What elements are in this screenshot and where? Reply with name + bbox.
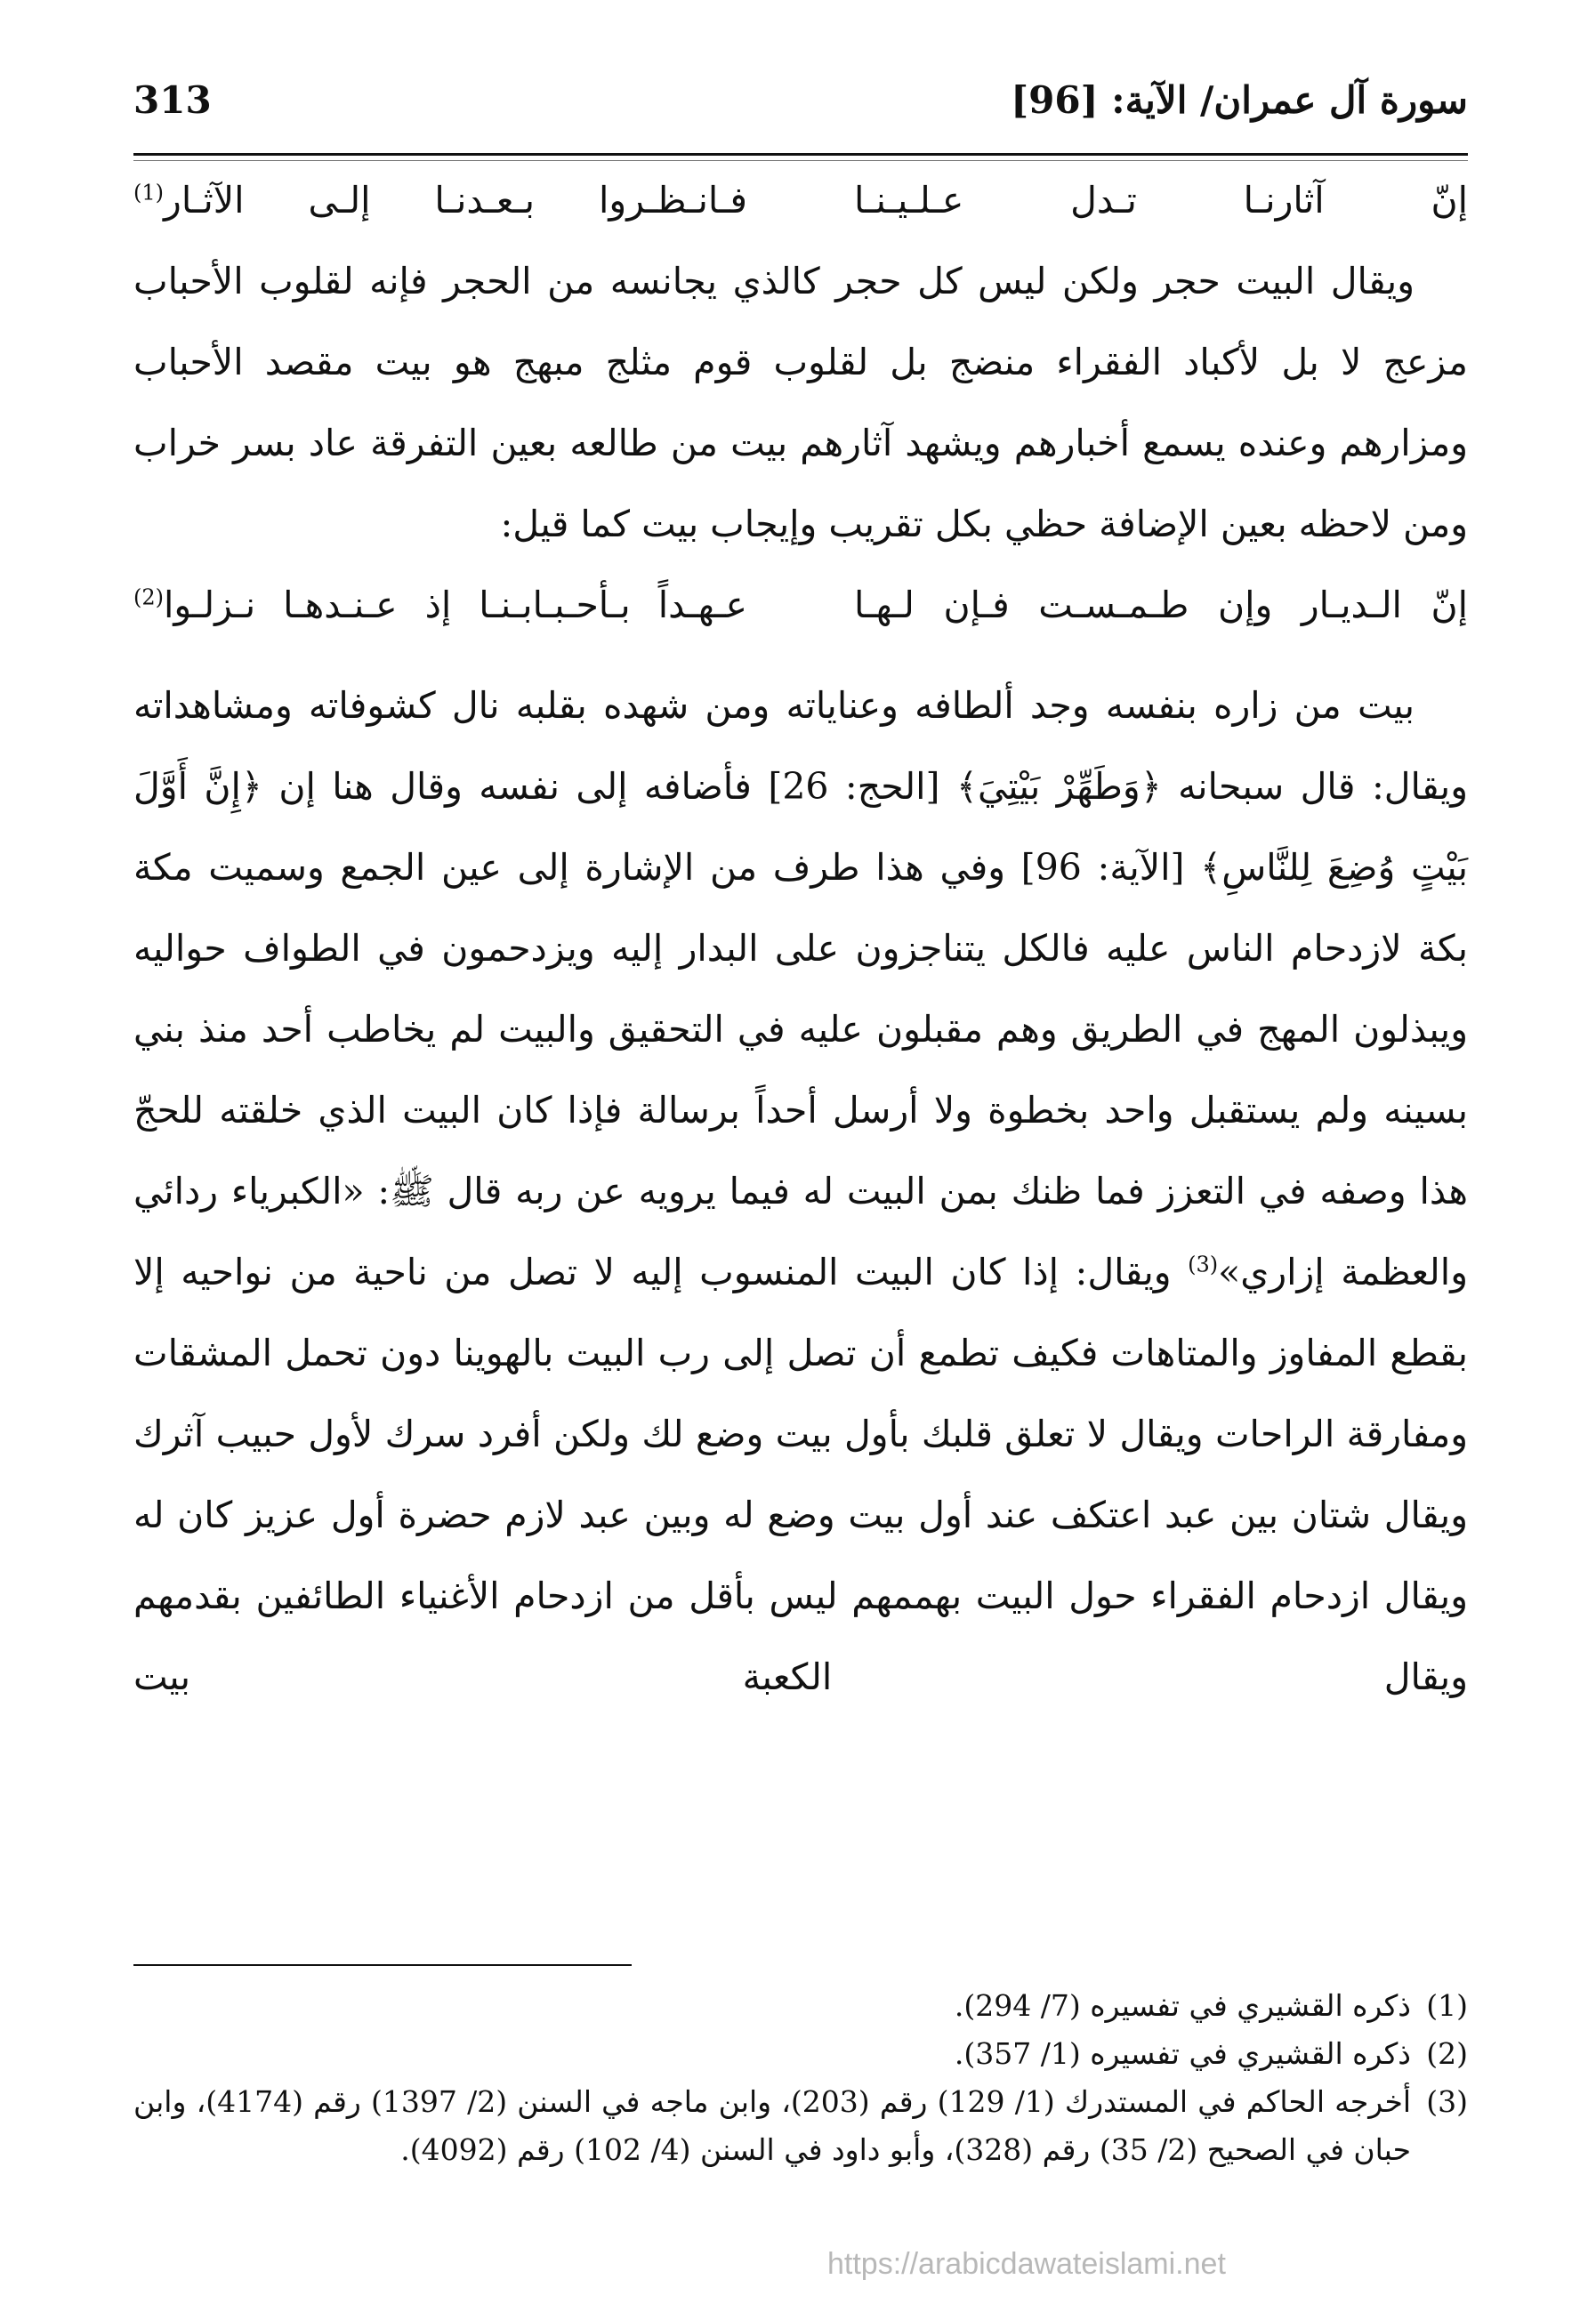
footnote-text: أخرجه الحاكم في المستدرك (1/ 129) رقم (203)، وابن ماجه في السنن (2/ 1397) رقم (4174)، وابن حبان في الصحيح (2/ 35) رقم (328)، وأبو داود في السنن (4/ 102) رقم (4092). <box>133 2084 1412 2167</box>
paragraph <box>133 665 1468 1718</box>
footnote-separator <box>133 1964 632 1966</box>
paragraph: ويقال البيت حجر ولكن ليس كل حجر كالذي يجانسه من الحجر فإنه لقلوب الأحباب مزعج لا بل لأكباد الفقراء منضج بل لقلوب قوم مثلج مبهج هو بيت مقصد الأحباب ومزارهم وعنده يسمع أخبارهم ويشهد آثارهم بيت من طالعه بعين التفرقة عاد بسر خراب ومن لاحظه بعين الإضافة حظي بكل تقريب وإيجاب بيت كما قيل: <box>133 260 1468 545</box>
poem-verse <box>133 565 1468 646</box>
verse-first-hemistich: إنّ الـديـار وإن طـمـسـت فـإن لـهـا <box>854 584 1468 626</box>
main-text <box>133 160 1468 1718</box>
spacer <box>133 646 1468 665</box>
verse-second-hemistich-text: فـانـظـروا بـعـدنـا إلـى الآثـار <box>164 179 747 222</box>
verse-second-hemistich-text: عـهـداً بـأحـبـابـنـا إذ عـنـدهـا نـزلـوا <box>164 584 747 626</box>
footnote-text: ذكره القشيري في تفسيره (1/ 357). <box>954 2036 1411 2071</box>
running-title: سورة آل عمران/ الآية: [96] <box>1011 78 1468 122</box>
footnote-number: (2) <box>1426 2036 1468 2071</box>
paragraph-text: ويقال: إذا كان البيت المنسوب إليه لا تصل من ناحية من نواحيه إلا بقطع المفاوز والمتاهات فكيف تطمع أن تصل إلى رب البيت بالهوينا دون تحمل المشقات ومفارقة الراحات ويقال لا تعلق قلبك بأول بيت وضع لك ولكن أفرد سرك لأول حبيب آثرك ويقال شتان بين عبد اعتكف عند أول بيت وضع له وبين عبد لازم حضرة أول عزيز كان له ويقال ازدحام الفقراء حول البيت بهممهم ليس بأقل من ازدحام الأغنياء الطائفين بقدمهم ويقال الكعبة بيت <box>133 1251 1468 1698</box>
paragraph-text: بيت من زاره بنفسه وجد ألطافه وعناياته ومن شهده بقلبه نال كشوفاته ومشاهداته ويقال: قال سبحانه ﴿وَطَهِّرْ بَيْتِيَ﴾ [الحج: 26] فأضافه إلى نفسه وقال هنا إن ﴿إِنَّ أَوَّلَ بَيْتٍ وُضِعَ لِلنَّاسِ﴾ [الآية: 96] وفي هذا طرف من الإشارة إلى عين الجمع وسميت مكة بكة لازدحام الناس عليه فالكل يتناجزون على البدار إليه ويزدحمون في الطواف حواليه ويبذلون المهج في الطريق وهم مقبلون عليه في التحقيق والبيت لم يخاطب أحد منذ بني بسينه ولم يستقبل واحد بخطوة ولا أرسل أحداً برسالة فإذا كان البيت الذي خلقته للحجّ هذا وصفه في التعزز فما ظنك بمن البيت له فيما يرويه عن ربه قال ﷺ: «الكبرياء ردائي والعظمة إزاري» <box>133 684 1468 1293</box>
verse-second-hemistich <box>133 160 747 241</box>
source-watermark: https://arabicdawateislami.net <box>827 2247 1226 2281</box>
footnote-marker: (3) <box>1188 1252 1219 1277</box>
footnotes <box>133 1982 1468 2174</box>
header-rule <box>133 153 1468 156</box>
footnote <box>133 1982 1468 2030</box>
footnote <box>133 2078 1468 2174</box>
footnote-marker: (1) <box>133 180 165 205</box>
footnote <box>133 2030 1468 2078</box>
footnote-marker: (2) <box>133 584 165 610</box>
footnote-number: (1) <box>1426 1988 1468 2023</box>
page-header <box>133 78 1468 142</box>
footnote-number: (3) <box>1426 2084 1468 2119</box>
poem-verse <box>133 160 1468 241</box>
footnote-text: ذكره القشيري في تفسيره (7/ 294). <box>954 1988 1411 2023</box>
verse-second-hemistich <box>133 565 747 646</box>
page-number: 313 <box>133 78 212 122</box>
book-page <box>133 53 1468 2295</box>
verse-first-hemistich: إنّ آثارنـا تـدل عـلـيـنـا <box>854 179 1468 222</box>
